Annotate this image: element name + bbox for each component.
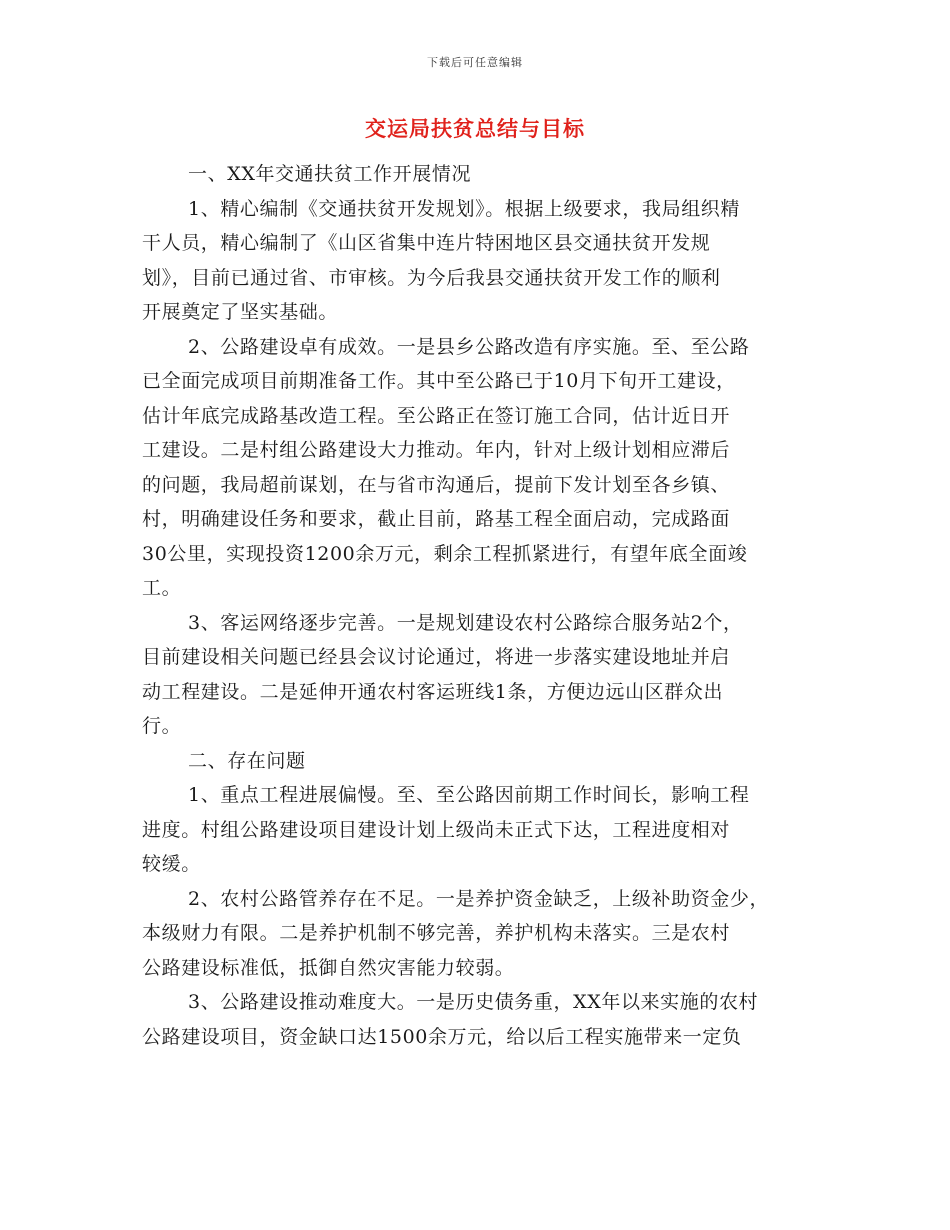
body-line: 工。 [142,577,182,599]
body-line: 1、精心编制《交通扶贫开发规划》。根据上级要求，我局组织精 [188,197,740,220]
body-line: 估计年底完成路基改造工程。至公路正在签订施工合同，估计近日开 [142,404,731,427]
body-line: 公路建设标准低，抵御自然灾害能力较弱。 [142,956,515,979]
body-line: 村，明确建设任务和要求，截止目前，路基工程全面启动，完成路面 [142,508,731,530]
document-title: 交运局扶贫总结与目标 [365,116,585,141]
body-line: 1、重点工程进展偏慢。至、至公路因前期工作时间长，影响工程 [188,784,750,806]
body-line: 较缓。 [142,853,201,875]
body-line: 已全面完成项目前期准备工作。其中至公路已于10月下旬开工建设， [142,370,736,392]
body-line: 行。 [142,715,182,737]
body-line: 本级财力有限。二是养护机制不够完善，养护机构未落实。三是农村 [142,922,731,944]
document-body [142,157,818,1054]
body-line: 的问题，我局超前谋划，在与省市沟通后，提前下发计划至各乡镇、 [142,473,731,496]
body-line: 工建设。二是村组公路建设大力推动。年内，针对上级计划相应滞后 [142,439,731,461]
body-line: 30公里，实现投资1200余万元，剩余工程抓紧进行，有望年底全面竣 [142,542,748,565]
body-line: 划》，目前已通过省、市审核。为今后我县交通扶贫开发工作的顺利 [142,266,721,289]
body-line: 干人员，精心编制了《山区省集中连片特困地区县交通扶贫开发规 [142,232,711,254]
body-line: 3、公路建设推动难度大。一是历史债务重，XX年以来实施的农村 [188,991,759,1013]
body-line: 一、XX年交通扶贫工作开展情况 [188,163,472,185]
body-line: 二、存在问题 [188,749,306,772]
body-line: 进度。村组公路建设项目建设计划上级尚未正式下达，工程进度相对 [142,818,731,841]
body-line: 2、公路建设卓有成效。一是县乡公路改造有序实施。至、至公路 [188,335,750,358]
body-line: 动工程建设。二是延伸开通农村客运班线1条，方便边远山区群众出 [142,680,724,703]
header-note: 下载后可任意编辑 [427,56,523,69]
body-line: 2、农村公路管养存在不足。一是养护资金缺乏，上级补助资金少， [188,887,770,910]
body-line: 3、客运网络逐步完善。一是规划建设农村公路综合服务站2个， [188,611,743,634]
body-line: 目前建设相关问题已经县会议讨论通过，将进一步落实建设地址并启 [142,646,731,668]
body-line: 公路建设项目，资金缺口达1500余万元，给以后工程实施带来一定负 [142,1025,742,1048]
body-line: 开展奠定了坚实基础。 [142,301,339,323]
